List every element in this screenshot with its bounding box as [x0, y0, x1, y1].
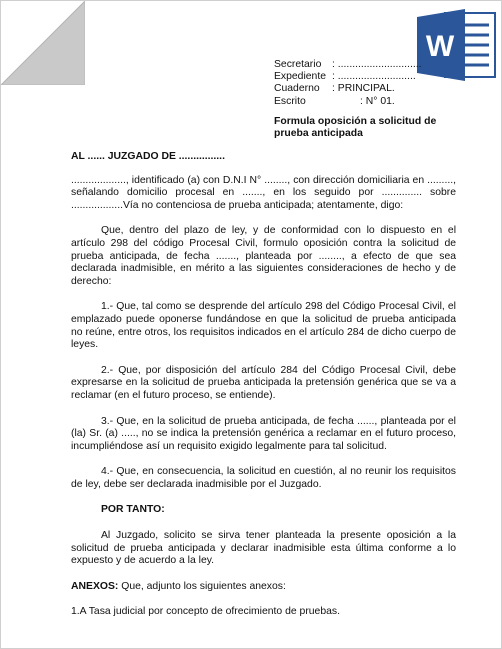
cuaderno-row: [274, 83, 422, 95]
consideration-4: 4.- Que, en consecuencia, la solicitud en cuestión, al no reunir los requisitos de ley, debe ser declarada inadmisible por el Juzgado.: [71, 466, 456, 490]
intro-paragraph: ..................., identificado (a) con D.N.I N° ........, con dirección domiciliaria en ........., señalando domicilio procesal en ......., en los seguido por .............. sobre ..................Vía no contenciosa de prueba anticipada; atentamente, digo:: [71, 174, 456, 211]
consideration-1: 1.- Que, tal como se desprende del artículo 298 del Código Procesal Civil, el emplazado puede oponerse fundándose en que la solicitud de prueba anticipada no reúne, entre otros, los requisitos indicados en el artículo 284 de dicho cuerpo de leyes.: [71, 301, 456, 351]
page-fold-icon: [1, 1, 85, 85]
secretario-value: : .............................: [332, 59, 422, 70]
anexos-label: ANEXOS:: [71, 580, 119, 592]
secretario-row: [274, 59, 422, 71]
cuaderno-value: : PRINCIPAL.: [332, 83, 395, 95]
anexo-item-1: 1.A Tasa judicial por concepto de ofrecimiento de pruebas.: [71, 606, 340, 618]
consideration-2: 2.- Que, por disposición del artículo 284 del Código Procesal Civil, debe expresarse en la solicitud de prueba anticipada la pretensión genérica que se va a reclamar (en el futuro proceso, se entiende).: [71, 364, 456, 401]
document-body: [71, 151, 456, 619]
cuaderno-label: Cuaderno: [274, 83, 320, 95]
svg-text:W: W: [425, 30, 455, 63]
anexos-line: [71, 581, 456, 594]
petition-paragraph: Al Juzgado, solicito se sirva tener planteada la presente oposición a la solicitud de prueba anticipada y declarar inadmisible esta última conforme a lo expuesto y de acuerdo a la ley.: [71, 530, 456, 567]
escrito-label: Escrito: [274, 95, 306, 107]
document-title: Formula oposición a solicitud de prueba anticipada: [274, 116, 437, 140]
anexos-text: Que, adjunto los siguientes anexos:: [118, 580, 286, 592]
opening-paragraph: Que, dentro del plazo de ley, y de conformidad con lo dispuesto en el artículo 298 del código Procesal Civil, formulo oposición contra la solicitud de prueba anticipada, de fecha ......., planteada por ........, a efecto de que sea declarada inadmisible, en mérito a las siguientes consideraciones de hecho y de derecho:: [71, 225, 456, 287]
expediente-row: [274, 71, 422, 83]
microsoft-word-icon: [415, 7, 497, 83]
consideration-3: 3.- Que, en la solicitud de prueba anticipada, de fecha ......, planteada por el (la) Sr. (a) ....., no se indica la pretensión genérica a reclamar en el futuro proceso, incumpliéndose así un requisito exigido legalmente para tal solicitud.: [71, 415, 456, 452]
escrito-value: : N° 01.: [360, 95, 395, 107]
expediente-label: Expediente: [274, 71, 326, 83]
escrito-row: [274, 96, 422, 108]
secretario-label: Secretario: [274, 59, 322, 70]
expediente-value: : ...........................: [332, 71, 416, 83]
case-header: [274, 59, 422, 108]
addressee: AL ...... JUZGADO DE ................: [71, 151, 225, 162]
por-tanto-heading: POR TANTO:: [101, 504, 165, 516]
